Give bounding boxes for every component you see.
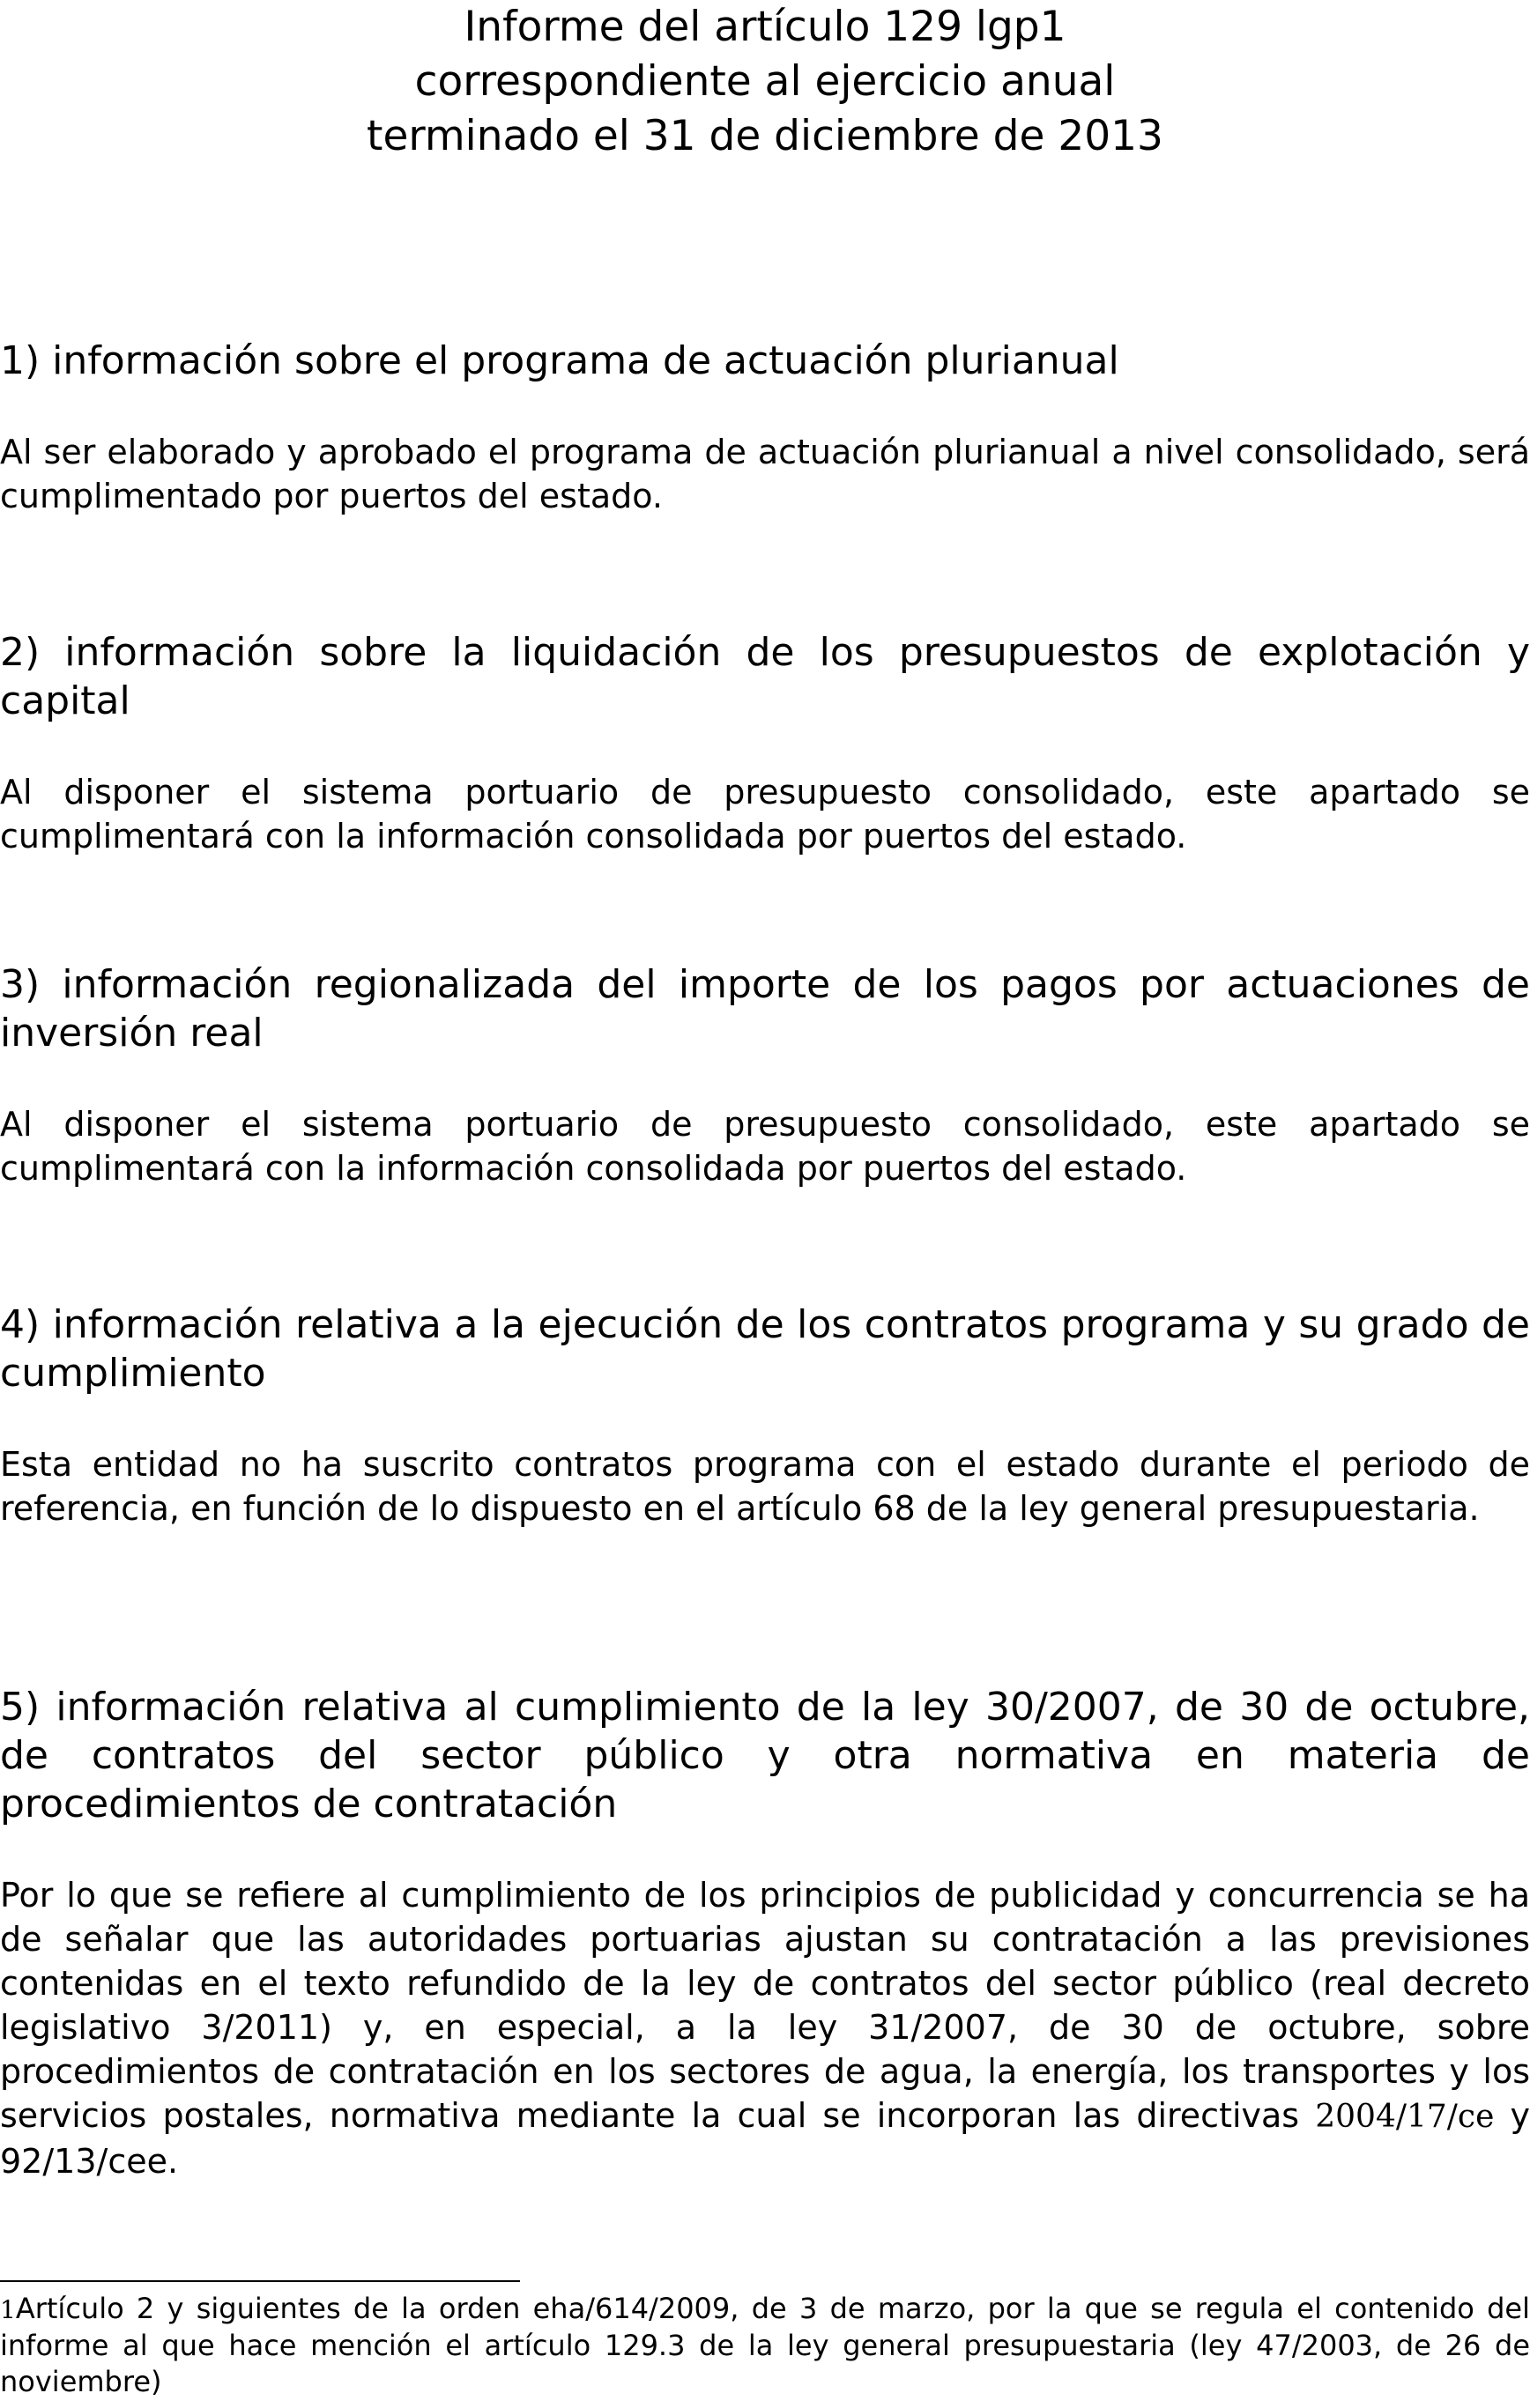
section-heading: 1) información sobre el programa de actuación plurianual [0, 338, 1119, 383]
section-4 [0, 1300, 1530, 1530]
directive-reference: 2004/17/ce [1315, 2099, 1495, 2135]
section-5 [0, 1683, 1530, 2183]
section-body: Al ser elaborado y aprobado el programa de actuación plurianual a nivel consolidado, será cumplimentado por puertos del estado. [0, 433, 1530, 515]
section-heading: 5) información relativa al cumplimiento de la ley 30/2007, de 30 de octubre, de contratos del sector público y otra normativa en materia de procedimientos de contratación [0, 1685, 1530, 1826]
section-body-tail: y 92/13/cee. [0, 2096, 1530, 2181]
section-heading: 2) información sobre la liquidación de los presupuestos de explotación y capital [0, 630, 1530, 723]
section-heading: 3) información regionalizada del importe de los pagos por actuaciones de inversión real [0, 962, 1530, 1056]
section-body [0, 1873, 1530, 2183]
section-1 [0, 337, 1530, 518]
section-body: Al disponer el sistema portuario de presupuesto consolidado, este apartado se cumplimentará con la información consolidada por puertos del estado. [0, 773, 1530, 856]
footnote-marker: 1 [0, 2295, 16, 2324]
section-2 [0, 628, 1530, 858]
title-line-3: terminado el 31 de diciembre de 2013 [367, 112, 1163, 160]
title-line-2: correspondiente al ejercicio anual [414, 57, 1116, 106]
footnote-text: Artículo 2 y siguientes de la orden eha/614/2009, de 3 de marzo, por la que se regula el contenido del informe al que hace mención el artículo 129.3 de la ley general presupuestaria (ley 47/2003, de 26 de noviembre) [0, 2292, 1530, 2398]
section-body: Esta entidad no ha suscrito contratos programa con el estado durante el periodo de referencia, en función de lo dispuesto en el artículo 68 de la ley general presupuestaria. [0, 1445, 1530, 1528]
section-3 [0, 960, 1530, 1190]
footnote [0, 2291, 1530, 2400]
section-heading: 4) información relativa a la ejecución de los contratos programa y su grado de cumplimiento [0, 1302, 1530, 1396]
section-body: Al disponer el sistema portuario de presupuesto consolidado, este apartado se cumplimentará con la información consolidada por puertos del estado. [0, 1105, 1530, 1188]
footnote-divider [0, 2280, 520, 2282]
section-body-main: Por lo que se refiere al cumplimiento de los principios de publicidad y concurrencia se ha de señalar que las autoridades portuarias ajustan su contratación a las previsiones contenidas en el texto refundido de la ley de contratos del sector público (real decreto legislativo 3/2011) y, en especial, a la ley 31/2007, de 30 de octubre, sobre procedimientos de contratación en los sectores de agua, la energía, los transportes y los servicios postales, normativa mediante la cual se incorporan las directivas [0, 1876, 1530, 2135]
title-line-1: Informe del artículo 129 lgp1 [464, 3, 1066, 51]
document-title [0, 0, 1530, 164]
